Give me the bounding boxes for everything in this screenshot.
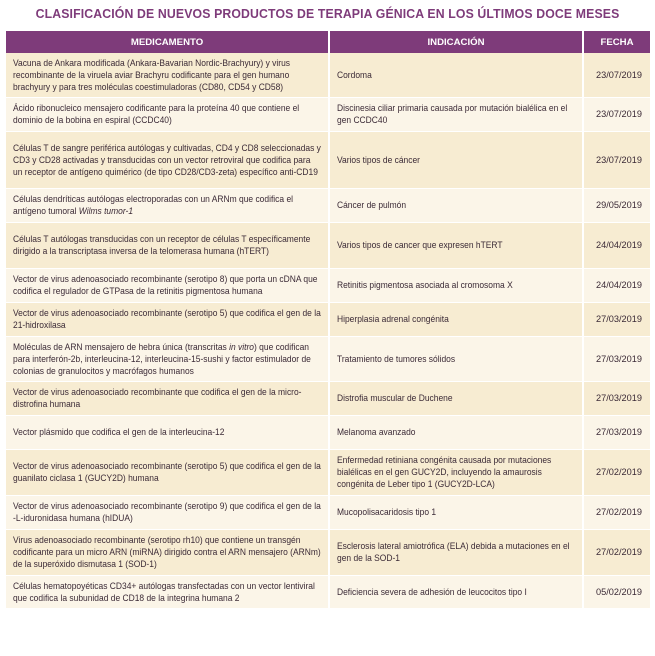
cell-medicamento: Vacuna de Ankara modificada (Ankara-Bavarian Nordic-Brachyury) y virus recombinante de la viruela aviar Brachyru codificante para el gen humano brachyury y para tres moléculas coestimuladoras (CD80, CD54 y CD58) [6, 53, 329, 97]
cell-indicacion: Melanoma avanzado [329, 415, 583, 449]
table-row [6, 529, 650, 575]
cell-medicamento: Vector de virus adenoasociado recombinante (serotipo 9) que codifica el gen de la -L-iduronidasa humana (hIDUA) [6, 495, 329, 529]
cell-indicacion: Varios tipos de cancer que expresen hTERT [329, 222, 583, 268]
cell-indicacion: Enfermedad retiniana congénita causada por mutaciones bialélicas en el gen GUCY2D, incluyendo la amaurosis congénita de Leber tipo 1 (GUCY2D-LCA) [329, 449, 583, 495]
table-row [6, 222, 650, 268]
table-row [6, 97, 650, 131]
table-row [6, 131, 650, 188]
cell-indicacion: Deficiencia severa de adhesión de leucocitos tipo I [329, 575, 583, 608]
table-row [6, 381, 650, 415]
table-row [6, 268, 650, 302]
cell-fecha: 24/04/2019 [583, 268, 650, 302]
cell-fecha: 23/07/2019 [583, 131, 650, 188]
cell-fecha: 27/03/2019 [583, 381, 650, 415]
table-row [6, 188, 650, 222]
cell-medicamento: Células T de sangre periférica autólogas y cultivadas, CD4 y CD8 seleccionadas y CD3 y CD28 activadas y transducidas con un vector retroviral que codifica para un receptor de antígeno quimérico (de tipo CD28/CD3-zeta) específico anti-CD19 [6, 131, 329, 188]
cell-fecha: 24/04/2019 [583, 222, 650, 268]
column-header-indicacion: INDICACIÓN [329, 31, 583, 53]
italic-term: Wilms tumor-1 [78, 206, 134, 216]
page-title: CLASIFICACIÓN DE NUEVOS PRODUCTOS DE TERAPIA GÉNICA EN LOS ÚLTIMOS DOCE MESES [35, 6, 620, 21]
cell-medicamento: Vector de virus adenoasociado recombinante que codifica el gen de la micro-distrofina humana [6, 381, 329, 415]
table-row [6, 302, 650, 336]
column-header-medicamento: MEDICAMENTO [6, 31, 329, 53]
cell-medicamento: Ácido ribonucleico mensajero codificante para la proteína 40 que contiene el dominio de la bobina en espiral (CCDC40) [6, 97, 329, 131]
cell-medicamento: Vector plásmido que codifica el gen de la interleucina-12 [6, 415, 329, 449]
column-header-fecha: FECHA [583, 31, 650, 53]
cell-medicamento: Células T autólogas transducidas con un receptor de células T específicamente dirigido a la transcriptasa inversa de la telomerasa humana (hTERT) [6, 222, 329, 268]
cell-indicacion: Retinitis pigmentosa asociada al cromosoma X [329, 268, 583, 302]
cell-fecha: 05/02/2019 [583, 575, 650, 608]
table-row [6, 415, 650, 449]
cell-indicacion: Cordoma [329, 53, 583, 97]
cell-fecha: 27/02/2019 [583, 495, 650, 529]
table-row [6, 336, 650, 381]
cell-indicacion: Distrofia muscular de Duchene [329, 381, 583, 415]
table-row [6, 449, 650, 495]
cell-fecha: 27/02/2019 [583, 449, 650, 495]
gene-therapy-table [6, 31, 650, 609]
cell-medicamento: Moléculas de ARN mensajero de hebra única (transcritas in vitro) que codifican para interferón-2b, interleucina-12, interleucina-15-sushi y factor estimulador de colonias de granulocitos y macrófagos humanos [6, 336, 329, 381]
italic-term: in vitro [229, 341, 255, 352]
cell-indicacion: Mucopolisacaridosis tipo 1 [329, 495, 583, 529]
cell-fecha: 29/05/2019 [583, 188, 650, 222]
table-row [6, 495, 650, 529]
cell-indicacion: Discinesia ciliar primaria causada por mutación bialélica en el gen CCDC40 [329, 97, 583, 131]
cell-indicacion: Esclerosis lateral amiotrófica (ELA) debida a mutaciones en el gen de la SOD-1 [329, 529, 583, 575]
cell-fecha: 27/03/2019 [583, 302, 650, 336]
cell-medicamento: Vector de virus adenoasociado recombinante (serotipo 5) que codifica el gen de la 21-hidroxilasa [6, 302, 329, 336]
cell-medicamento: Vector de virus adenoasociado recombinante (serotipo 8) que porta un cDNA que codifica el regulador de GTPasa de la retinitis pigmentosa humana [6, 268, 329, 302]
cell-fecha: 27/02/2019 [583, 529, 650, 575]
cell-indicacion: Hiperplasia adrenal congénita [329, 302, 583, 336]
table-row [6, 53, 650, 97]
table-row [6, 575, 650, 608]
cell-medicamento: Virus adenoasociado recombinante (serotipo rh10) que contiene un transgén codificante para un micro ARN (miRNA) dirigido contra el ARN mensajero (ARNm) de la superóxido dismutasa 1 (SOD-1) [6, 529, 329, 575]
table-header-row [6, 31, 650, 53]
cell-medicamento: Vector de virus adenoasociado recombinante (serotipo 5) que codifica el gen de la guanilato ciclasa 1 (GUCY2D) humana [6, 449, 329, 495]
cell-indicacion: Varios tipos de cáncer [329, 131, 583, 188]
cell-fecha: 27/03/2019 [583, 415, 650, 449]
cell-medicamento: Células hematopoyéticas CD34+ autólogas transfectadas con un vector lentiviral que codifica la subunidad de CD18 de la integrina humana 2 [6, 575, 329, 608]
cell-fecha: 23/07/2019 [583, 97, 650, 131]
cell-medicamento: Células dendríticas autólogas electroporadas con un ARNm que codifica el antígeno tumoral Wilms tumor-1 [6, 188, 329, 222]
cell-indicacion: Cáncer de pulmón [329, 188, 583, 222]
cell-fecha: 23/07/2019 [583, 53, 650, 97]
cell-fecha: 27/03/2019 [583, 336, 650, 381]
cell-indicacion: Tratamiento de tumores sólidos [329, 336, 583, 381]
